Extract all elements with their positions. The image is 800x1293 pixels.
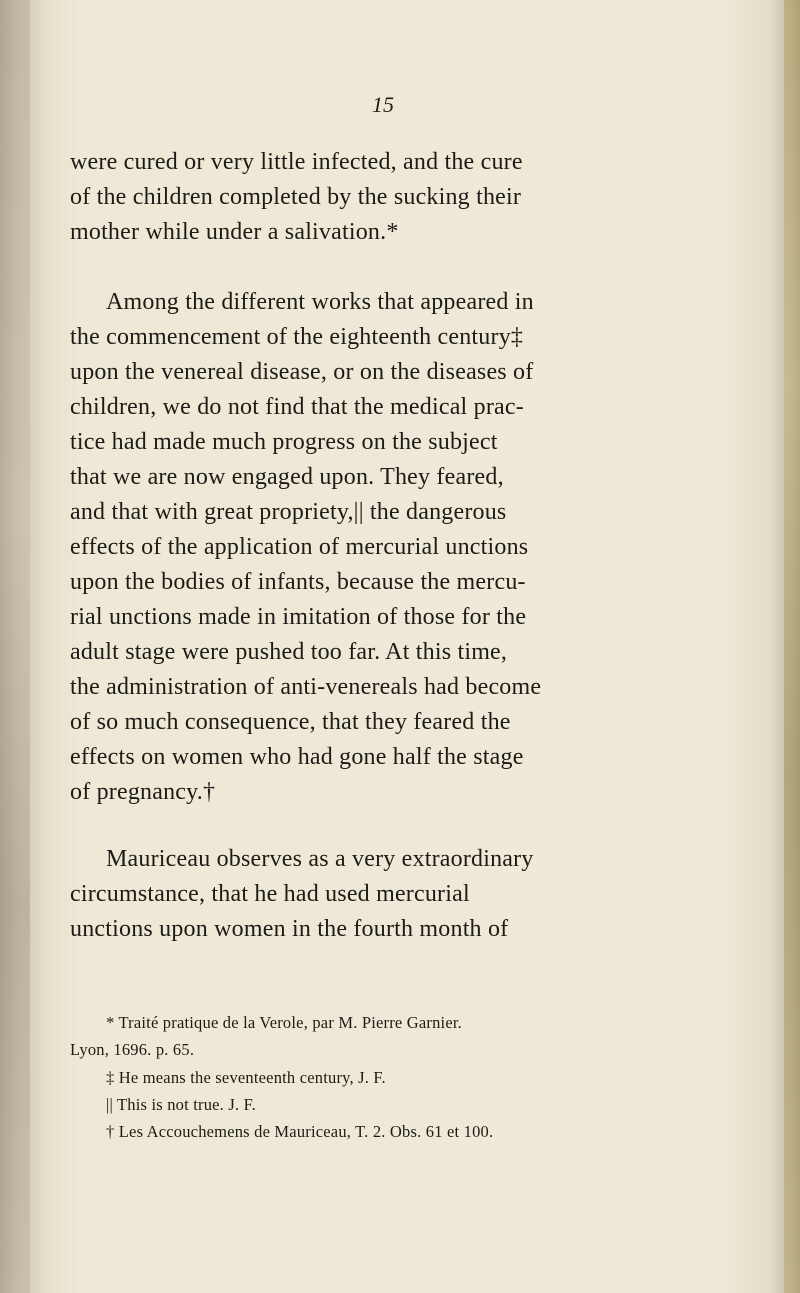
page-edge: [784, 0, 800, 1293]
text-line: of pregnancy.†: [70, 779, 216, 805]
footnote-line: * Traité pratique de la Verole, par M. Pierre Garnier.: [106, 1013, 462, 1032]
text-line: children, we do not find that the medical prac-: [70, 394, 524, 420]
text-line: rial unctions made in imitation of those for the: [70, 604, 527, 630]
text-line: Among the different works that appeared in: [106, 289, 534, 315]
text-line: of so much consequence, that they feared the: [70, 709, 511, 735]
page-number: 15: [372, 92, 394, 117]
text-line: tice had made much progress on the subject: [70, 429, 498, 455]
text-line: and that with great propriety,|| the dangerous: [70, 499, 507, 525]
text-line: that we are now engaged upon. They feared,: [70, 464, 504, 490]
text-line: the commencement of the eighteenth century‡: [70, 324, 524, 350]
text-line: mother while under a salivation.*: [70, 219, 399, 245]
text-line: were cured or very little infected, and the cure: [70, 149, 523, 175]
text-line: Mauriceau observes as a very extraordinary: [106, 846, 534, 872]
text-line: effects of the application of mercurial unctions: [70, 534, 529, 560]
text-line: adult stage were pushed too far. At this time,: [70, 639, 508, 665]
footnote-line: || This is not true. J. F.: [106, 1095, 256, 1114]
footnote-line: † Les Accouchemens de Mauriceau, T. 2. Obs. 61 et 100.: [106, 1122, 494, 1141]
text-line: of the children completed by the sucking their: [70, 184, 522, 210]
footnote-line: Lyon, 1696. p. 65.: [70, 1040, 195, 1059]
text-line: upon the bodies of infants, because the mercu-: [70, 569, 526, 595]
text-line: upon the venereal disease, or on the diseases of: [70, 359, 534, 385]
text-line: circumstance, that he had used mercurial: [70, 881, 470, 907]
text-line: effects on women who had gone half the stage: [70, 744, 524, 770]
footnote-line: ‡ He means the seventeenth century, J. F.: [106, 1068, 386, 1087]
text-line: the administration of anti-venereals had become: [70, 674, 542, 700]
text-line: unctions upon women in the fourth month of: [70, 916, 509, 942]
binding-gutter: [0, 0, 30, 1293]
